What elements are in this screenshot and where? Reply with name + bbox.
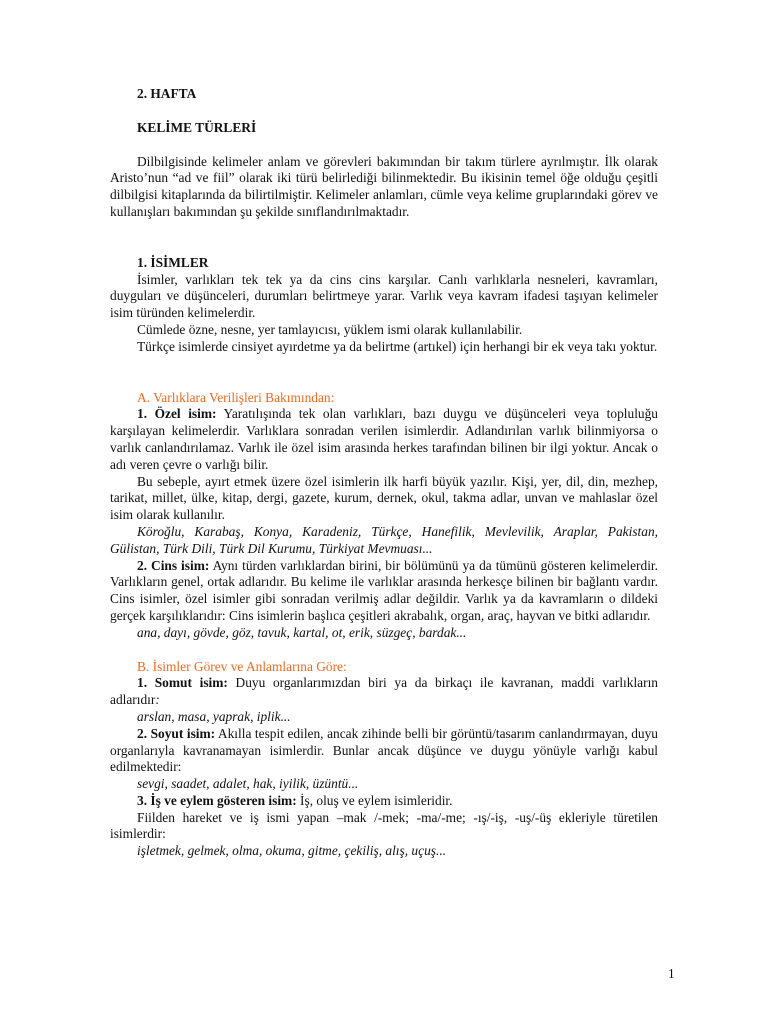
section-heading-isimler: 1. İSİMLER [137, 254, 209, 270]
document-title: KELİME TÜRLERİ [137, 119, 257, 135]
is-eylem-term: 3. İş ve eylem gösteren isim: [137, 792, 297, 808]
soyut-isim-examples: sevgi, saadet, adalet, hak, iyilik, üzüntü... [137, 776, 359, 792]
intro-paragraph: Dilbilgisinde kelimeler anlam ve görevleri bakımından bir takım türlere ayrılmıştır. İlk olarak Aristo’nun “ad ve fiil” olarak iki türü belirlediği bilinmektedir. Bu ikisinin temel öğe olduğu çeşitli dilbilgisi kitaplarında da bilirtilmiştir. Kelimeler anlamları, cümle veya kelime gruplarındaki görev ve kullanışları bakımından şu şekilde sınıflandırılmaktadır. [110, 153, 658, 219]
ozel-isim-paragraph-2: Bu sebeple, ayırt etmek üzere özel isimlerin ilk harfi büyük yazılır. Kişi, yer, dil, din, mezhep, tarikat, millet, ülke, kitap, dergi, gazete, kurum, dernek, okul, takma adlar, unvan ve mahlaslar özel isim olarak kullanılır. [110, 473, 658, 523]
soyut-isim-paragraph [110, 726, 658, 776]
is-eylem-examples: işletmek, gelmek, olma, okuma, gitme, çekiliş, alış, uçuş... [137, 843, 447, 859]
soyut-isim-definition: Akılla tespit edilen, ancak zihinde belli bir görüntü/tasarım canlandırmayan, duyu organlarıyla kavranamayan isimlerdir. Bunlar ancak düşünce ve duygu yönüyle varlığı kabul edilmektedir: [110, 725, 658, 775]
soyut-isim-term: 2. Soyut isim: [137, 725, 216, 741]
somut-isim-colon: : [155, 692, 160, 708]
ozel-isim-term: 1. Özel isim: [137, 406, 217, 422]
is-eylem-paragraph-2: Fiilden hareket ve iş ismi yapan –mak /-mek; -ma/-me; -ış/-iş, -uş/-üş ekleriyle türetilen isimlerdir: [110, 809, 658, 842]
is-eylem-paragraph [110, 793, 658, 810]
ozel-isim-definition: Yaratılışında tek olan varlıkları, bazı duygu ve düşünceleri veya topluluğu karşılayan kelimelerdir. Varlıklara sonradan verilen isimlerdir. Adlandırılan varlık bilinmiyorsa o varlık canlandırılamaz. Varlık ile özel isim arasında herkes tarafından bilinen bir ilgi yoktur. Ancak o adı veren çevre o varlığı bilir. [110, 406, 659, 472]
somut-isim-term: 1. Somut isim: [137, 675, 228, 691]
cins-isim-examples: ana, dayı, gövde, göz, tavuk, kartal, ot, erik, süzgeç, bardak... [137, 624, 467, 640]
cins-isim-definition: Aynı türden varlıklardan birini, bir bölümünü ya da tümünü gösteren kelimelerdir. Varlıkların genel, ortak adlarıdır. Bu kelime ile varlıklar arasında herkesçe bilinen bir bağlantı vardır. Cins isimler, özel isimler gibi sonradan verilmiş adlar değildir. Varlık ya da kavramların o dildeki gerçek karşılıklarıdır: Cins isimlerin başlıca çeşitleri akrabalık, organ, araç, hayvan ve bitki adlarıdır. [110, 557, 658, 623]
somut-isim-paragraph [110, 675, 658, 709]
somut-isim-examples: arslan, masa, yaprak, iplik... [137, 708, 291, 724]
ozel-isim-paragraph [110, 406, 658, 473]
document-body [110, 86, 658, 860]
cins-isim-paragraph [110, 558, 658, 625]
isimler-paragraph-3: Türkçe isimlerde cinsiyet ayırdetme ya da belirtme (artıkel) için herhangi bir ek veya takı yoktur. [137, 338, 658, 354]
isimler-paragraph-1: İsimler, varlıkları tek tek ya da cins cins karşılar. Canlı varlıklarla nesneleri, kavramları, duyguları ve düşünceleri, durumları belirtmeye yarar. Varlık veya kavram ifadesi taşıyan kelimeler isim türünden kelimelerdir. [110, 271, 658, 321]
week-title: 2. HAFTA [137, 86, 197, 101]
is-eylem-definition: İş, oluş ve eylem isimleridir. [296, 792, 453, 808]
ozel-isim-examples: Köroğlu, Karabaş, Konya, Karadeniz, Türkçe, Hanefilik, Mevlevilik, Araplar, Pakistan, Gülistan, Türk Dili, Türk Dil Kurumu, Türkiyat Mevmuası... [110, 523, 658, 556]
page-number: 1 [668, 966, 675, 981]
cins-isim-term: 2. Cins isim: [137, 557, 210, 573]
isimler-paragraph-2: Cümlede özne, nesne, yer tamlayıcısı, yüklem ismi olarak kullanılabilir. [137, 321, 523, 337]
subsection-heading-a: A. Varlıklara Verilişleri Bakımından: [137, 389, 335, 405]
subsection-heading-b: B. İsimler Görev ve Anlamlarına Göre: [137, 658, 347, 674]
somut-isim-definition: Duyu organlarımızdan biri ya da birkaçı ile kavranan, maddi varlıkların adlarıdır [110, 675, 658, 708]
